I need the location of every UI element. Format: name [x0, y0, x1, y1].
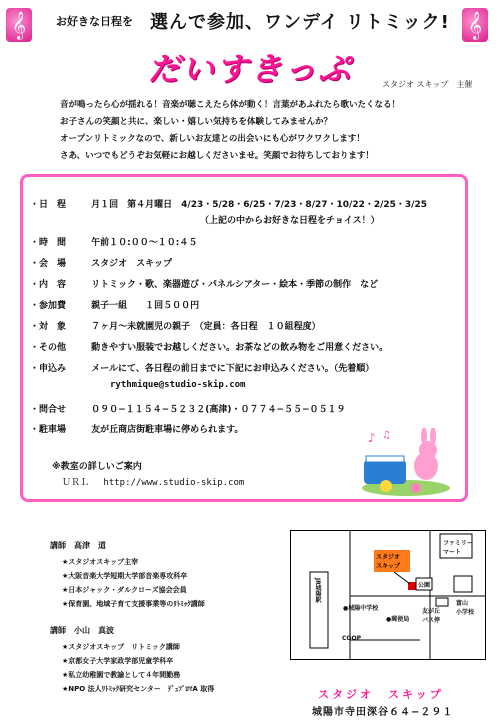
lecturer-item: ★保育園、地域子育て支援事業等のﾘﾄﾐｯｸ講師	[62, 600, 205, 608]
studio-name: スタジオ スキップ	[318, 688, 444, 701]
lecturer-item: ★大阪音楽大学短期大学部音楽専攻科卒	[62, 572, 188, 580]
map-station: JR城陽駅	[314, 578, 321, 603]
time-row	[30, 235, 197, 248]
intro-line: オープンリトミックなので、新しいお友達との出会いにも心がワクワクします！	[60, 134, 365, 144]
apply-value: メールにて、各日程の前日までに下記にお申込みください。（先着順）	[91, 364, 375, 374]
contact-value: ０９０−１１５４−５２３２(高津)・０７７４−５５−０５１９	[91, 405, 346, 415]
intro-line: さあ、いつでもどうぞお気軽にお越しくださいませ。笑顔でお待ちしております！	[60, 151, 374, 161]
map-coop: COOP	[342, 635, 362, 642]
intro-line: お子さんの笑顔と共に、楽しい・嬉しい気持ちを体験してみませんか？	[60, 117, 333, 127]
parking-label: ・駐車場	[30, 425, 67, 435]
fee-row	[30, 298, 199, 311]
target-row	[30, 319, 321, 332]
rabbit-piano-illustration	[356, 428, 456, 498]
fee-label: ・参加費	[30, 301, 67, 311]
time-label: ・時 間	[30, 238, 67, 248]
content-value: リトミック・歌、楽器遊び・パネルシアター・絵本・季節の制作 など	[91, 280, 379, 290]
intro-line: 音が鳴ったら心が揺れる！音楽が聴こえたら体が動く！言葉があふれたら歌いたくなる！	[60, 100, 401, 110]
lecturer-item: ★NPO 法人ﾘﾄﾐｯｸ研究センター ﾃﾞｭﾌﾟﾛﾏA 取得	[62, 685, 215, 693]
schedule-label: ・日 程	[30, 200, 67, 210]
map-park: 公園	[418, 582, 431, 589]
parking-value: 友が丘商店街駐車場に停められます。	[91, 425, 244, 435]
contact-row	[30, 402, 346, 415]
classroom-note: ※教室の詳しいご案内	[52, 462, 142, 472]
contact-label: ・問合せ	[30, 405, 67, 415]
treble-clef-icon: 𝄞	[6, 8, 32, 42]
other-label: ・その他	[30, 343, 67, 353]
other-value: 動きやすい服装でお越しください。お茶などの飲み物をご用意ください。	[91, 343, 389, 353]
target-value: ７ヶ月〜未就園児の親子 （定員：各日程 １０組程度）	[91, 322, 321, 332]
content-row	[30, 277, 378, 290]
organizer: スタジオ スキップ 主催	[382, 80, 473, 89]
schedule-note: （上記の中からお好きな日程をチョイス！）	[200, 216, 380, 226]
target-label: ・対 象	[30, 322, 67, 332]
lecturer-title: 講師 高津 道	[50, 541, 106, 550]
header-prefix: お好きな日程を	[56, 15, 133, 28]
venue-value: スタジオ スキップ	[91, 259, 172, 269]
time-value: 午前１０:００〜１０:４５	[91, 238, 198, 248]
lecturer-item: ★スタジオスキップ主宰	[62, 558, 139, 566]
lecturer-item: ★私立幼稚園で教諭として４年間勤務	[62, 671, 181, 679]
lecturer-title: 講師 小山 真波	[50, 626, 114, 635]
map-family-mart: ファミリー マート	[443, 540, 473, 556]
apply-label: ・申込み	[30, 364, 67, 374]
map-studio-label: スタジオ スキップ	[376, 554, 401, 570]
lecturer-item: ★スタジオスキップ リトミック講師	[62, 643, 180, 651]
url-line[interactable]: ＵＲＬ http://www.studio-skip.com	[62, 478, 245, 488]
svg-text:♪: ♪	[368, 431, 376, 445]
lecturer-item: ★日本ジャック・ダルクローズ協会会員	[62, 586, 187, 594]
apply-row	[30, 361, 374, 374]
map-elementary: 富山 小学校	[456, 600, 475, 616]
svg-text:♫: ♫	[382, 430, 391, 441]
apply-email[interactable]: rythmique@studio-skip.com	[110, 380, 246, 390]
lecturer-item: ★京都女子大学家政学部児童学科卒	[62, 657, 174, 665]
brand-title: だいすきっぷ	[148, 50, 353, 88]
map-junior-high: ●城陽中学校	[343, 605, 379, 612]
map-post-office: ●郵便局	[386, 616, 410, 623]
venue-label: ・会 場	[30, 259, 67, 269]
header-title: 選んで参加、ワンデイ リトミック!	[150, 12, 450, 33]
schedule-value: 月１回 第４月曜日 4/23・5/28・6/25・7/23・8/27・10/22・2/25・3/25	[91, 200, 427, 210]
treble-clef-icon: 𝄞	[462, 8, 488, 42]
fee-value: 親子一組 １回５００円	[91, 301, 200, 311]
studio-address: 城陽市寺田深谷６４−２９１	[312, 707, 454, 718]
content-label: ・内 容	[30, 280, 67, 290]
parking-row	[30, 422, 243, 435]
venue-row	[30, 256, 172, 269]
map-bus-stop: 友が丘 バス停	[422, 608, 441, 624]
schedule-row	[30, 197, 427, 210]
other-row	[30, 340, 388, 353]
